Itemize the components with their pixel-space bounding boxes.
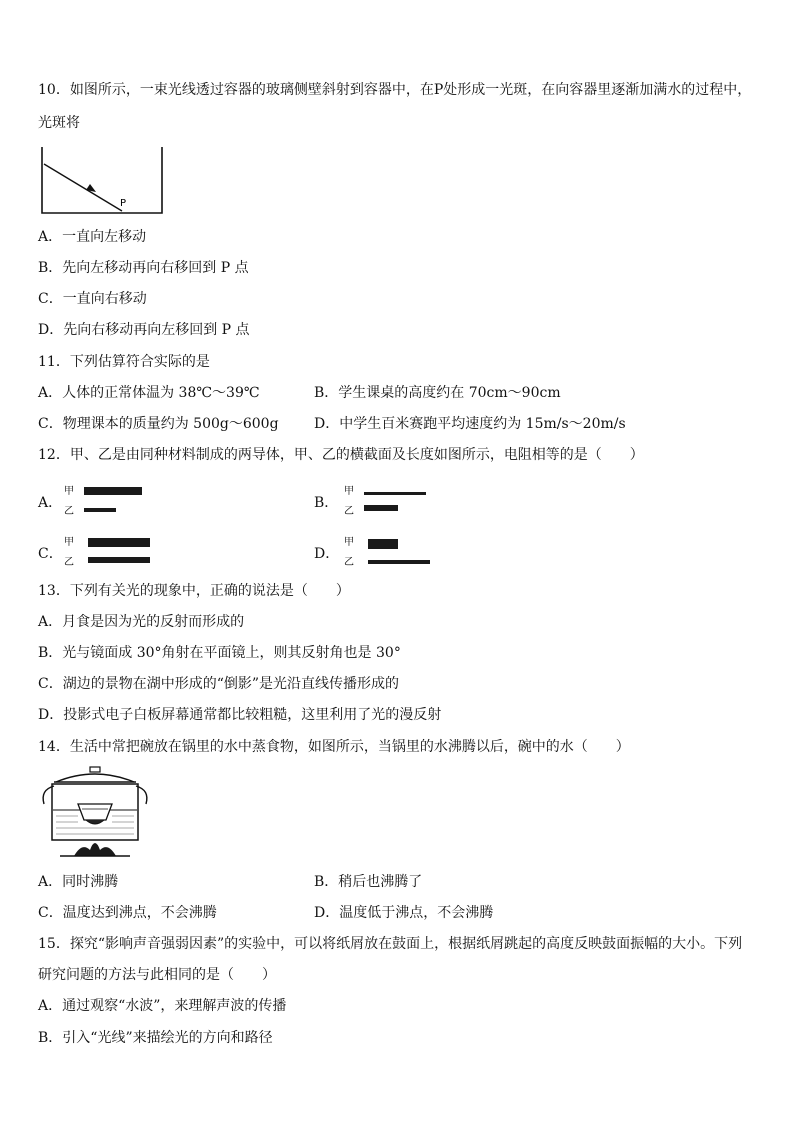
q15-option-b: B．引入“光线”来描绘光的方向和路径 <box>38 1030 273 1046</box>
bowl <box>78 804 112 820</box>
q12-option-b-wires <box>342 484 432 518</box>
light-ray <box>44 164 122 211</box>
q14-option-b: B．稍后也沸腾了 <box>314 874 423 890</box>
q12-option-a-label: A． <box>38 495 63 511</box>
q15-stem-line1: 15．探究“影响声音强弱因素”的实验中，可以将纸屑放在鼓面上，根据纸屑跳起的高度反映鼓面振幅的大小。下列 <box>38 936 743 952</box>
wire-label-yi: 乙 <box>64 557 74 568</box>
q12-option-c-wires <box>62 535 152 569</box>
wire-yi <box>368 560 430 564</box>
q10-option-d: D．先向右移动再向左移回到 P 点 <box>38 322 250 338</box>
q14-option-d: D．温度低于沸点，不会沸腾 <box>314 905 494 921</box>
q10-container-figure <box>38 144 168 216</box>
q10-option-c: C．一直向右移动 <box>38 291 147 307</box>
q15-stem-line2: 研究问题的方法与此相同的是（ ） <box>38 967 276 983</box>
wire-yi <box>88 557 150 563</box>
q10-option-a: A．一直向左移动 <box>38 229 147 245</box>
q12-option-a-wires <box>62 484 152 518</box>
q11-option-b: B．学生课桌的高度约在 70cm～90cm <box>314 385 561 401</box>
q14-stem: 14．生活中常把碗放在锅里的水中蒸食物，如图所示，当锅里的水沸腾以后，碗中的水（ ） <box>38 739 630 755</box>
q14-pot-figure <box>38 764 150 864</box>
q12-option-b-label: B． <box>314 495 339 511</box>
wire-label-jia: 甲 <box>64 537 74 548</box>
q12-stem: 12．甲、乙是由同种材料制成的两导体，甲、乙的横截面及长度如图所示，电阻相等的是（ ） <box>38 447 644 463</box>
q12-option-d-wires <box>342 535 434 569</box>
q12-option-c-label: C． <box>38 546 63 562</box>
wire-label-jia: 甲 <box>344 486 354 497</box>
q13-option-d: D．投影式电子白板屏幕通常都比较粗糙，这里利用了光的漫反射 <box>38 707 442 723</box>
q13-option-a: A．月食是因为光的反射而形成的 <box>38 614 245 630</box>
wire-label-jia: 甲 <box>344 537 354 548</box>
bowl-stand <box>86 820 104 824</box>
q12-option-d-label: D． <box>314 546 340 562</box>
lid-knob <box>90 767 100 772</box>
pot-lid <box>56 774 134 782</box>
flame-icon <box>74 843 116 856</box>
q13-option-b: B．光与镜面成 30°角射在平面镜上，则其反射角也是 30° <box>38 645 401 661</box>
wire-jia <box>84 487 142 495</box>
q13-stem: 13．下列有关光的现象中，正确的说法是（ ） <box>38 583 350 599</box>
q10-option-b: B．先向左移动再向右移回到 P 点 <box>38 260 249 276</box>
wire-jia <box>88 538 150 547</box>
wire-label-jia: 甲 <box>64 486 74 497</box>
wire-yi <box>364 505 398 511</box>
wire-label-yi: 乙 <box>64 506 74 517</box>
q15-option-a: A．通过观察“水波”，来理解声波的传播 <box>38 998 287 1014</box>
q14-option-c: C．温度达到沸点，不会沸腾 <box>38 905 217 921</box>
q11-option-c: C．物理课本的质量约为 500g～600g <box>38 416 279 432</box>
q11-stem: 11．下列估算符合实际的是 <box>38 354 210 370</box>
wire-jia <box>364 492 426 495</box>
q14-option-a: A．同时沸腾 <box>38 874 119 890</box>
wire-label-yi: 乙 <box>344 557 354 568</box>
wire-label-yi: 乙 <box>344 506 354 517</box>
wire-jia <box>368 539 398 549</box>
q10-stem-line1: 10．如图所示，一束光线透过容器的玻璃侧壁斜射到容器中，在P处形成一光斑，在向容器里逐渐加满水的过程中， <box>38 82 752 98</box>
q10-stem-line2: 光斑将 <box>38 115 80 131</box>
q11-option-a: A．人体的正常体温为 38℃～39℃ <box>38 385 260 401</box>
q13-option-c: C．湖边的景物在湖中形成的“倒影”是光沿直线传播形成的 <box>38 676 400 692</box>
q11-option-d: D．中学生百米赛跑平均速度约为 15m/s～20m/s <box>314 416 626 432</box>
point-p-label: P <box>120 198 127 209</box>
wire-yi <box>84 508 116 512</box>
